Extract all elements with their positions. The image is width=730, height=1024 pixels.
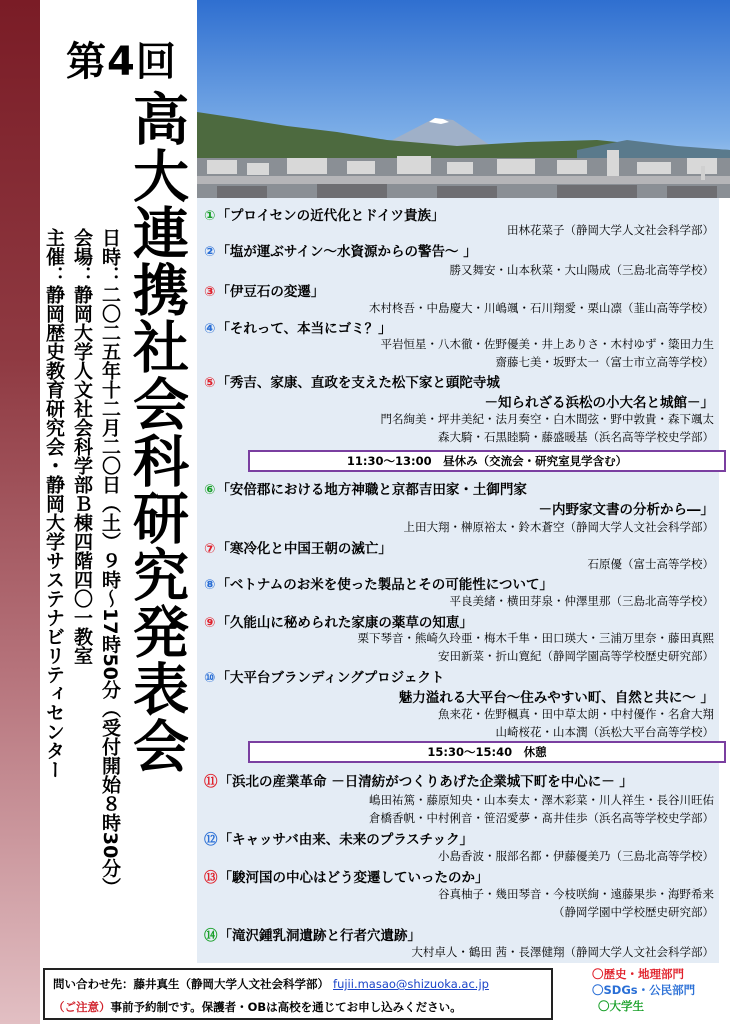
notice-line — [53, 999, 462, 1015]
item-number: ⑭ — [204, 928, 218, 944]
program-item-8-presenters: 平良美緒・横田芽泉・仲澤里那（三島北高等学校） — [449, 594, 714, 608]
notice-text: 事前予約制です。保護者・OBは高校を通じてお申し込みください。 — [110, 1000, 462, 1014]
program-item-10-subtitle: 魅力溢れる大平台～住みやすい町、自然と共に～ 」 — [398, 690, 714, 706]
decorative-sidebar — [0, 0, 40, 1024]
program-item-6-title: ⑥「安倍郡における地方神職と京都吉田家・土御門家 — [204, 482, 527, 498]
program-item-9-presenters-1: 栗下琴音・熊崎久玲亜・梅木千隼・田口瑛大・三浦万里奈・藤田真熙 — [357, 631, 714, 645]
program-item-10-presenters-2: 山崎桜花・山本潤（浜松大平台高等学校） — [495, 725, 714, 739]
program-item-11-presenters-2: 倉橋香帆・中村俐音・笹沼愛夢・髙井佳歩（浜名高等学校史学部） — [369, 811, 714, 825]
program-list-afternoon — [204, 478, 714, 738]
contact-line — [53, 976, 489, 992]
event-venue: 会場：静岡大学人文社会科学部Ｂ棟四階四〇一教室 — [71, 228, 93, 665]
program-item-3-presenters: 木村柊吾・中島慶大・川嶋颯・石川翔愛・栗山凛（韮山高等学校） — [369, 301, 714, 315]
program-item-4-presenters-1: 平岩恒星・八木徹・佐野優美・井上ありさ・木村ゆず・簗田力生 — [380, 337, 714, 351]
program-item-3-title: ③「伊豆石の変遷」 — [204, 284, 325, 300]
item-number: ⑪ — [204, 774, 218, 790]
legend-history-geography: 〇歴史・地理部門 — [592, 967, 684, 981]
program-item-5-presenters-2: 森大騎・石黒睦騎・藤盛暖基（浜名高等学校史学部） — [438, 430, 714, 444]
program-item-2-presenters: 勝又舞安・山本秋菜・大山陽成（三島北高等学校） — [449, 263, 714, 277]
program-item-12-title: ⑫「キャッサバ由来、未来のプラスチック」 — [204, 832, 474, 848]
contact-footer — [43, 968, 553, 1020]
program-item-1-title: ①「プロイセンの近代化とドイツ貴族」 — [204, 208, 445, 224]
program-item-13-title: ⑬「駿河国の中心はどう変遷していったのか」 — [204, 870, 489, 886]
program-item-5-subtitle: －知られざる浜松の小大名と城館－」 — [484, 395, 714, 411]
program-item-7-title: ⑦「寒冷化と中国王朝の滅亡」 — [204, 541, 392, 557]
contact-email-link[interactable]: fujii.masao@shizuoka.ac.jp — [333, 977, 489, 991]
item-number: ⑥ — [204, 482, 216, 498]
program-item-4-title: ④「それって、本当にゴミ？」 — [204, 321, 392, 337]
program-item-6-presenters: 上田大翔・榊原裕太・鈴木蒼空（静岡大学人文社会科学部） — [403, 520, 714, 534]
event-date: 日時：二〇二五年十二月二〇日（土）９時～17時50分（受付開始８時30分） — [99, 228, 121, 897]
city-mt-fuji-photo — [197, 0, 730, 198]
item-number: ⑤ — [204, 375, 216, 391]
program-item-6-subtitle: －内野家文書の分析から―」 — [538, 502, 714, 518]
program-item-7-presenters: 石原優（富士高等学校） — [587, 557, 714, 571]
program-item-9-presenters-2: 安田新菜・折山寛紀（静岡学園高等学校歴史研究部） — [438, 649, 714, 663]
program-item-12-presenters: 小島香波・服部名都・伊藤優美乃（三島北高等学校） — [438, 849, 714, 863]
program-item-14-title: ⑭「滝沢鍾乳洞遺跡と行者穴遺跡」 — [204, 928, 421, 944]
program-list-late — [204, 770, 714, 965]
event-round: 第4回 — [66, 39, 177, 85]
program-item-14-presenters: 大村卓人・鶴田 茜・長澤健翔（静岡大学人文社会科学部） — [411, 945, 714, 959]
item-number: ⑧ — [204, 577, 216, 593]
program-item-11-presenters-1: 嶋田祐篤・藤原知央・山本奏太・澤木彩菜・川人祥生・長谷川旺佑 — [369, 793, 714, 807]
item-number: ④ — [204, 321, 216, 337]
program-item-13-presenters-2: （静岡学園中学校歴史研究部） — [553, 905, 714, 919]
item-number: ⑫ — [204, 832, 218, 848]
program-item-4-presenters-2: 齋藤七美・坂野太一（富士市立高等学校） — [495, 355, 714, 369]
item-number: ① — [204, 208, 216, 224]
program-item-2-title: ②「塩が運ぶサイン～水資源からの警告～ 」 — [204, 244, 477, 260]
program-item-1-presenters: 田林花菜子（静岡大学人文社会科学部） — [507, 223, 714, 237]
program-item-5-title: ⑤「秀吉、家康、直政を支えた松下家と頭陀寺城 — [204, 375, 500, 391]
program-item-10-title: ⑩「大平台ブランディングプロジェクト — [204, 670, 445, 686]
page-title: 高大連携社会科研究発表会 — [124, 90, 189, 774]
item-number: ⑩ — [204, 670, 216, 686]
item-number: ② — [204, 244, 216, 260]
category-legend — [592, 966, 695, 1014]
program-item-5-presenters-1: 門名絢美・坪井美紀・法月奏空・白木間弦・野中敦貴・森下颯太 — [380, 412, 714, 426]
legend-sdgs-civics: 〇SDGs・公民部門 — [592, 983, 696, 997]
rest-break: 15:30～15:40 休憩 — [248, 741, 726, 763]
program-item-11-title: ⑪「浜北の産業革命 －日清紡がつくりあげた企業城下町を中心に－ 」 — [204, 774, 633, 790]
program-item-9-title: ⑨「久能山に秘められた家康の薬草の知恵」 — [204, 615, 473, 631]
item-number: ③ — [204, 284, 216, 300]
program-item-8-title: ⑧「ベトナムのお米を使った製品とその可能性について」 — [204, 577, 553, 593]
contact-label: 問い合わせ先：藤井真生（静岡大学人文社会科学部） — [53, 977, 329, 991]
landscape-image — [197, 0, 730, 198]
program-item-13-presenters-1: 谷真柚子・幾田琴音・今枝咲絢・遠藤果歩・海野希来 — [438, 887, 714, 901]
item-number: ⑬ — [204, 870, 218, 886]
item-number: ⑦ — [204, 541, 216, 557]
lunch-break: 11:30～13:00 昼休み（交流会・研究室見学含む） — [248, 450, 726, 472]
event-organizer: 主催：静岡歴史教育研究会・静岡大学サステナビリティセンター — [43, 228, 65, 779]
legend-university: 〇大学生 — [598, 999, 644, 1013]
item-number: ⑨ — [204, 615, 216, 631]
notice-label: （ご注意） — [53, 1000, 111, 1014]
program-item-10-presenters-1: 魚来花・佐野楓真・田中草太朗・中村優作・名倉大翔 — [438, 707, 714, 721]
event-info — [40, 228, 124, 896]
